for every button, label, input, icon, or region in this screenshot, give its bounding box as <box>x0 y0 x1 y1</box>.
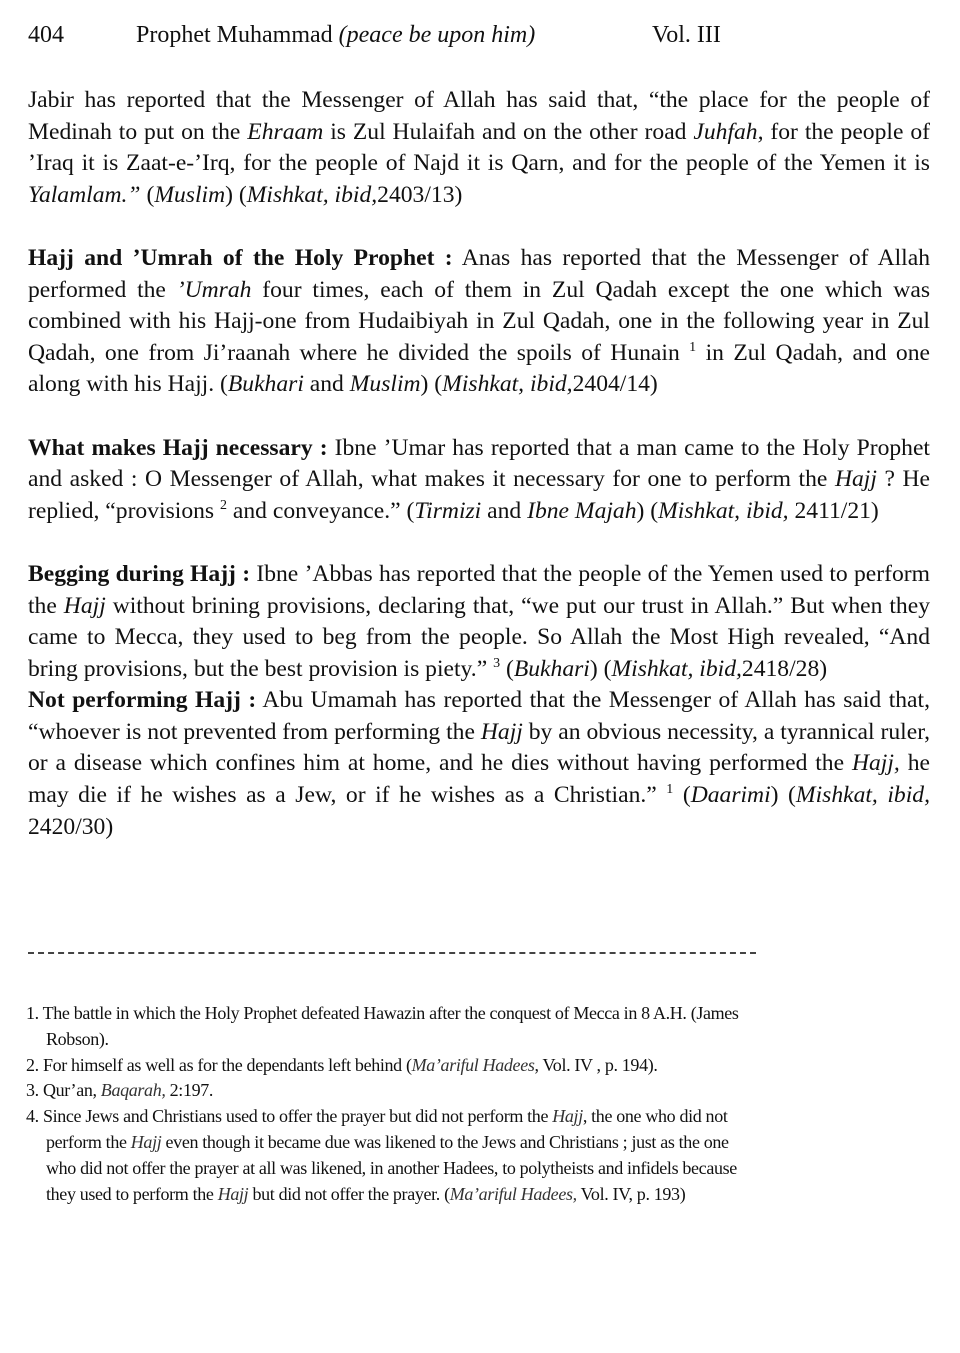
italic-text: Hajj <box>552 1106 583 1127</box>
section-heading: Hajj and ’Umrah of the Holy Prophet : <box>28 244 453 271</box>
text-run: and <box>481 497 528 524</box>
text-run: ) ( <box>589 655 612 682</box>
text-run: ( <box>140 181 155 208</box>
italic-text: Mishkat, ibid, <box>795 782 930 809</box>
italic-text: Hajj <box>130 1131 162 1152</box>
footnote <box>26 1104 756 1207</box>
italic-text: Ma’ariful Hadees, <box>449 1183 577 1204</box>
italic-text: Tirmizi <box>414 497 482 524</box>
text-run: is Zul Hulaifah and on the other road <box>323 118 694 145</box>
italic-text: Ma’ariful Hadees <box>411 1054 535 1075</box>
volume-label: Vol. III <box>652 22 721 48</box>
text-run: and <box>303 371 350 398</box>
footnote-reference: 1 <box>666 782 674 798</box>
italic-text: Hajj <box>63 592 106 619</box>
text-run: ) ( <box>770 782 796 809</box>
footnote-reference: 2 <box>220 497 227 513</box>
italic-text: Ibne Majah <box>527 497 637 524</box>
paragraph <box>28 559 930 685</box>
italic-text: Hajj <box>217 1183 249 1204</box>
book-title-italic: (peace be upon him) <box>338 22 536 48</box>
text-run: 1. The battle in which the Holy Prophet defeated Hawazin after the conquest of Mecca in 8 A.H. (James Robson). <box>26 1003 739 1049</box>
footnote <box>26 1001 756 1053</box>
italic-text: ’Umrah <box>176 276 252 303</box>
paragraph <box>28 85 930 211</box>
italic-text: Mishkat, ibid, <box>246 181 378 208</box>
section-heading: Begging during Hajj : <box>28 560 251 587</box>
footnote <box>26 1053 756 1079</box>
italic-text: Ehraam <box>247 118 324 145</box>
section-heading: What makes Hajj necessary : <box>28 434 328 461</box>
text-run: Anas has reported that the Messenger of Allah performed the <box>28 244 930 303</box>
text-run: 2. For himself as well as for the dependants left behind ( <box>26 1054 412 1075</box>
italic-text: Muslim <box>349 371 421 398</box>
text-run: and conveyance.” ( <box>227 497 415 524</box>
text-run: ) ( <box>225 181 247 208</box>
text-run: 3. Qur’an, <box>26 1080 101 1101</box>
main-text <box>28 85 930 843</box>
text-run: without brining provisions, declaring that, “we put our trust in Allah.” But when they came to Mecca, they used to beg from the people. So Allah the Most High revealed, “And bring provisions, but the best provision is piety.” <box>28 592 930 682</box>
italic-text: Daarimi <box>690 782 771 809</box>
section-heading: Not performing Hajj : <box>28 687 257 714</box>
footnote-divider <box>28 952 756 954</box>
italic-text: Mishkat, ibid, <box>658 497 789 524</box>
text-run: Abu Umamah has reported that the Messenger of Allah has said that, “whoever is not prevented from performing the <box>28 687 930 745</box>
italic-text: Hajj <box>480 718 523 745</box>
text-run: 2411/21) <box>788 497 879 524</box>
italic-text: Bukhari <box>513 655 590 682</box>
text-run: but did not offer the prayer. ( <box>248 1183 450 1204</box>
text-run: ) ( <box>636 497 659 524</box>
text-run: 2404/14) <box>572 371 658 398</box>
paragraph <box>28 433 930 528</box>
footnote-reference: 1 <box>689 339 697 355</box>
text-run: , the one who did not perform the <box>46 1106 728 1152</box>
footnote-reference: 3 <box>493 655 501 671</box>
italic-text: Baqarah, <box>100 1080 166 1101</box>
text-run: 2420/30) <box>28 813 114 840</box>
footnotes <box>26 1001 756 1207</box>
text-run: ( <box>500 655 514 682</box>
text-run: Ibne ’Abbas has reported that the people of the Yemen used to perform the <box>28 560 930 619</box>
paragraph <box>28 243 930 401</box>
text-run: even though it became due was likened to the Jews and Christians ; just as the one who did not offer the prayer at all was likened, in another Hadees, to polytheists and infidels because they used to perform the <box>46 1131 737 1204</box>
text-run: Vol. IV, p. 193) <box>576 1183 686 1204</box>
text-run: ? He replied, “provisions <box>28 466 930 524</box>
text-run: by an obvious necessity, a tyrannical ruler, or a disease which confines him at home, and he dies without having performed the <box>28 718 930 777</box>
text-run: four times, each of them in Zul Qadah except the one which was combined with his Hajj-one from Hudaibiyah in Zul Qadah, one in the following year in Zul Qadah, one from Ji’raanah where he divided the spoils of Hunain <box>28 276 930 366</box>
text-run: 2403/13) <box>377 181 463 208</box>
italic-text: Bukhari <box>227 371 304 398</box>
italic-text: Hajj, <box>851 750 900 777</box>
italic-text: Mishkat, ibid, <box>611 655 742 682</box>
italic-text: Yalamlam.” <box>28 181 141 208</box>
page-number: 404 <box>28 22 64 48</box>
footnote <box>26 1078 756 1104</box>
text-run: 4. Since Jews and Christians used to offer the prayer but did not perform the <box>26 1106 553 1127</box>
italic-text: Muslim <box>154 181 226 208</box>
text-run: , Vol. IV , p. 194). <box>534 1054 658 1075</box>
text-run: he may die if he wishes as a Jew, or if he wishes as a Christian.” <box>28 750 930 809</box>
paragraph <box>28 685 930 843</box>
book-title <box>136 22 535 49</box>
text-run: Ibne ’Umar has reported that a man came to the Holy Prophet and asked : O Messenger of Allah, what makes it necessary for one to perform the <box>28 434 930 493</box>
text-run: for the people of ’Iraq it is Zaat-e-’Irq, for the people of Najd it is Qarn, and for the people of the Yemen it is <box>28 118 930 177</box>
book-title-text: Prophet Muhammad <box>136 22 339 48</box>
text-run: in Zul Qadah, and one along with his Hajj. ( <box>28 339 930 398</box>
text-run: ) ( <box>420 371 443 398</box>
italic-text: Hajj <box>834 466 877 493</box>
italic-text: Juhfah, <box>693 118 764 145</box>
text-run: 2418/28) <box>741 655 828 682</box>
italic-text: Mishkat, ibid, <box>442 371 573 398</box>
text-run: ( <box>673 782 691 809</box>
text-run: 2:197. <box>165 1080 214 1101</box>
text-run: Jabir has reported that the Messenger of Allah has said that, “the place for the people of Medinah to put on the <box>28 87 930 145</box>
